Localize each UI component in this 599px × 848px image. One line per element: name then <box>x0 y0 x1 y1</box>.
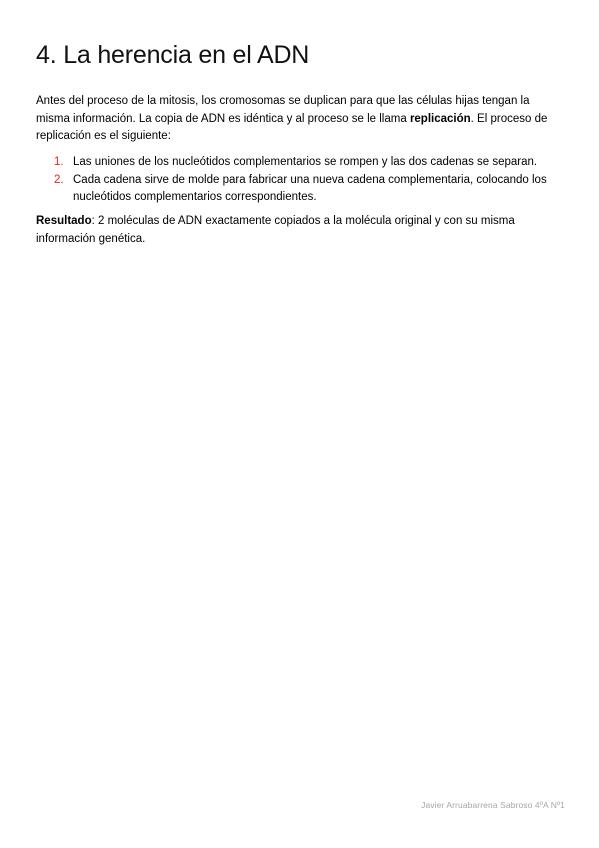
result-paragraph <box>36 213 564 248</box>
list-item <box>36 172 564 207</box>
result-text: : 2 moléculas de ADN exactamente copiados a la molécula original y con su misma información genética. <box>36 215 515 245</box>
intro-paragraph <box>36 93 564 146</box>
list-item-number: 2. <box>54 173 64 186</box>
intro-text-after: . El proceso de replicación es el siguiente: <box>36 112 548 142</box>
page-footer: Javier Arruabarrena Sabroso 4ºA Nº1 <box>421 800 565 810</box>
page-title: 4. La herencia en el ADN <box>36 41 310 69</box>
intro-bold-term: replicación <box>409 112 471 125</box>
list-item-number: 1. <box>54 156 64 168</box>
result-label: Resultado <box>36 215 92 227</box>
intro-text-before: Antes del proceso de la mitosis, los cromosomas se duplican para que las células hijas tengan la misma información. La copia de ADN es idéntica y al proceso se le llama <box>36 95 530 125</box>
list-item-text: Las uniones de los nucleótidos complementarios se rompen y las dos cadenas se separan. <box>73 156 538 168</box>
list-item <box>36 154 564 172</box>
replication-steps-list <box>36 154 564 207</box>
list-item-text: Cada cadena sirve de molde para fabricar una nueva cadena complementaria, colocando los nucleótidos complementarios correspondientes. <box>73 173 547 203</box>
